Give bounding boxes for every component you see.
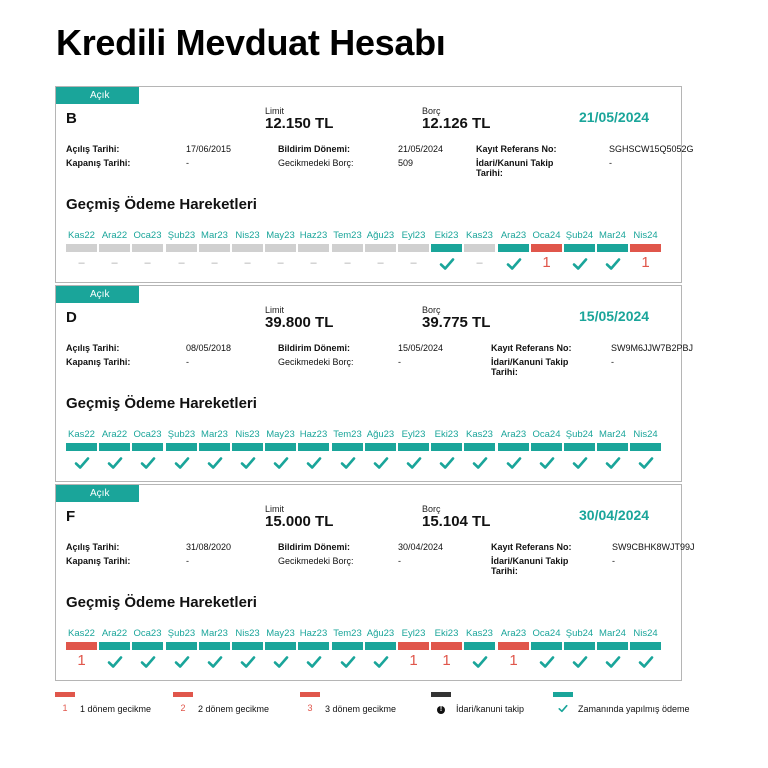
month-status-bar — [531, 642, 562, 650]
check-icon — [431, 453, 462, 471]
month-status-bar — [166, 244, 197, 252]
debt-label: Borç — [422, 106, 441, 116]
account-grade: D — [66, 309, 77, 326]
check-icon — [464, 652, 495, 670]
closing-date-label: Kapanış Tarihi: — [66, 357, 131, 367]
history-month — [464, 230, 495, 272]
month-status-bar — [99, 642, 130, 650]
check-icon — [99, 652, 130, 670]
legend-symbol: 3 — [307, 703, 313, 713]
legend-swatch — [173, 692, 193, 697]
month-label: Şub24 — [565, 230, 594, 241]
debt-value: 15.104 TL — [422, 513, 491, 530]
no-data-dash: – — [410, 257, 417, 269]
month-status-bar — [66, 244, 97, 252]
month-label: Haz23 — [299, 628, 328, 639]
month-status-bar — [265, 244, 296, 252]
history-month — [232, 429, 263, 471]
legend-label: 1 dönem gecikme — [80, 704, 152, 714]
history-month — [431, 230, 462, 272]
history-month — [298, 230, 329, 272]
overdue-debt-label: Gecikmedeki Borç: — [278, 357, 354, 367]
history-month — [66, 230, 97, 272]
history-month — [298, 628, 329, 670]
month-label: Tem23 — [333, 628, 362, 639]
month-label: Oca23 — [133, 230, 162, 241]
legend-symbol: 1 — [62, 703, 68, 713]
check-icon — [99, 453, 130, 471]
legend-label: İdari/kanuni takip — [456, 704, 525, 714]
check-icon — [630, 453, 661, 471]
month-label: Kas23 — [466, 230, 493, 241]
check-icon — [531, 453, 562, 471]
check-icon — [298, 652, 329, 670]
check-icon — [66, 453, 97, 471]
history-month — [199, 429, 230, 471]
month-label: Eyl23 — [401, 230, 426, 241]
history-month — [332, 429, 363, 471]
month-label: Mar23 — [201, 230, 228, 241]
check-icon — [166, 453, 197, 471]
month-status-bar — [398, 244, 429, 252]
history-month — [66, 628, 97, 670]
account-card — [55, 285, 694, 482]
month-status-bar — [132, 443, 163, 451]
history-month — [564, 628, 595, 670]
month-status-bar — [332, 642, 363, 650]
overdue-debt-label: Gecikmedeki Borç: — [278, 556, 354, 566]
check-icon — [498, 254, 529, 272]
month-label: Nis23 — [235, 230, 260, 241]
month-label: Oca24 — [532, 429, 561, 440]
month-status-bar — [298, 244, 329, 252]
notification-period-label: Bildirim Dönemi: — [278, 144, 351, 154]
month-status-bar — [398, 443, 429, 451]
month-status-bar — [630, 443, 661, 451]
reference-no-value: SW9M6JJW7B2PBJ — [611, 343, 694, 353]
debt-label: Borç — [422, 504, 441, 514]
status-badge: Açık — [56, 286, 139, 303]
month-status-bar — [531, 244, 562, 252]
history-month — [498, 429, 529, 471]
history-month — [431, 429, 462, 471]
history-month — [232, 628, 263, 670]
month-status-bar — [597, 244, 628, 252]
month-label: Ara22 — [101, 628, 128, 639]
legal-followup-value: - — [611, 357, 614, 367]
check-icon — [232, 652, 263, 670]
month-status-bar — [265, 642, 296, 650]
month-status-bar — [365, 642, 396, 650]
late-count: 1 — [409, 652, 418, 669]
overdue-debt-value: 509 — [398, 158, 414, 168]
month-label: Eki23 — [434, 628, 459, 639]
month-status-bar — [332, 244, 363, 252]
check-icon — [564, 254, 595, 272]
month-status-bar — [166, 642, 197, 650]
history-month — [99, 230, 130, 272]
no-data-dash: – — [377, 257, 384, 269]
month-status-bar — [99, 443, 130, 451]
month-status-bar — [265, 443, 296, 451]
no-data-dash: – — [78, 257, 85, 269]
month-status-bar — [564, 642, 595, 650]
history-month — [166, 230, 197, 272]
month-status-bar — [564, 244, 595, 252]
month-label: Şub23 — [167, 628, 196, 639]
account-grade: F — [66, 508, 76, 525]
month-label: Haz23 — [299, 230, 328, 241]
month-label: Oca23 — [133, 628, 162, 639]
history-month — [431, 628, 462, 670]
late-count: 1 — [641, 254, 650, 271]
legal-followup-value: - — [612, 556, 615, 566]
month-status-bar — [99, 244, 130, 252]
check-icon — [564, 652, 595, 670]
check-icon — [132, 652, 163, 670]
month-label: Nis24 — [633, 230, 658, 241]
reference-no-value: SW9CBHK8WJT99J — [612, 542, 695, 552]
notification-period-value: 30/04/2024 — [398, 542, 444, 552]
month-label: Şub24 — [565, 628, 594, 639]
month-label: Mar24 — [599, 429, 626, 440]
month-status-bar — [498, 244, 529, 252]
check-icon — [265, 652, 296, 670]
notification-period-value: 21/05/2024 — [398, 144, 444, 154]
month-label: Şub23 — [167, 230, 196, 241]
month-label: Eyl23 — [401, 628, 426, 639]
history-month — [365, 230, 396, 272]
check-icon — [199, 453, 230, 471]
month-status-bar — [132, 642, 163, 650]
no-data-dash: – — [111, 257, 118, 269]
month-status-bar — [199, 244, 230, 252]
legend-swatch — [55, 692, 75, 697]
check-icon — [132, 453, 163, 471]
month-status-bar — [597, 443, 628, 451]
no-data-dash: – — [344, 257, 351, 269]
month-label: Nis23 — [235, 429, 260, 440]
history-month — [564, 230, 595, 272]
month-label: May23 — [266, 628, 295, 639]
month-label: Haz23 — [299, 429, 328, 440]
history-month — [564, 429, 595, 471]
late-count: 1 — [542, 254, 551, 271]
month-label: Ağu23 — [366, 628, 395, 639]
opening-date-label: Açılış Tarihi: — [66, 542, 120, 552]
history-month — [597, 628, 628, 670]
history-month — [99, 429, 130, 471]
history-month — [265, 230, 296, 272]
notification-period-value: 15/05/2024 — [398, 343, 444, 353]
check-icon — [298, 453, 329, 471]
limit-value: 39.800 TL — [265, 314, 334, 331]
check-icon — [166, 652, 197, 670]
check-icon — [630, 652, 661, 670]
check-icon — [597, 453, 628, 471]
month-label: May23 — [266, 429, 295, 440]
month-label: Ara23 — [500, 628, 527, 639]
history-month — [365, 628, 396, 670]
check-icon — [265, 453, 296, 471]
page-title: Kredili Mevduat Hesabı — [56, 22, 446, 63]
month-label: Mar23 — [201, 628, 228, 639]
month-label: Eyl23 — [401, 429, 426, 440]
reference-no-value: SGHSCW15Q5052G — [609, 144, 694, 154]
history-month — [265, 429, 296, 471]
history-month — [398, 230, 429, 272]
closing-date-value: - — [186, 357, 189, 367]
payment-history — [66, 230, 672, 280]
month-status-bar — [498, 443, 529, 451]
history-month — [398, 429, 429, 471]
overdue-debt-value: - — [398, 357, 401, 367]
month-status-bar — [199, 642, 230, 650]
month-label: Mar24 — [599, 230, 626, 241]
month-label: Nis23 — [235, 628, 260, 639]
month-status-bar — [431, 244, 462, 252]
history-month — [464, 429, 495, 471]
check-icon — [365, 652, 396, 670]
month-status-bar — [298, 443, 329, 451]
no-data-dash: – — [476, 257, 483, 269]
history-month — [597, 230, 628, 272]
check-icon — [531, 652, 562, 670]
history-month — [298, 429, 329, 471]
month-status-bar — [66, 443, 97, 451]
month-status-bar — [464, 244, 495, 252]
history-month — [597, 429, 628, 471]
history-month — [199, 628, 230, 670]
limit-label: Limit — [265, 106, 285, 116]
month-status-bar — [66, 642, 97, 650]
history-month — [166, 628, 197, 670]
check-icon — [597, 254, 628, 272]
opening-date-value: 31/08/2020 — [186, 542, 232, 552]
history-month — [630, 628, 661, 670]
month-status-bar — [365, 244, 396, 252]
month-status-bar — [199, 443, 230, 451]
month-status-bar — [597, 642, 628, 650]
month-status-bar — [232, 642, 263, 650]
month-label: Şub24 — [565, 429, 594, 440]
history-month — [498, 230, 529, 272]
no-data-dash: – — [178, 257, 185, 269]
debt-value: 12.126 TL — [422, 115, 491, 132]
check-icon — [597, 652, 628, 670]
check-icon — [553, 703, 573, 713]
report-date: 30/04/2024 — [579, 507, 650, 523]
debt-label: Borç — [422, 305, 441, 315]
month-status-bar — [630, 244, 661, 252]
legend-swatch — [300, 692, 320, 697]
legend-symbol: 2 — [180, 703, 186, 713]
reference-no-label: Kayıt Referans No: — [476, 144, 557, 154]
history-month — [531, 230, 562, 272]
month-label: Eki23 — [434, 230, 459, 241]
month-label: Ağu23 — [366, 230, 395, 241]
overdue-debt-label: Gecikmedeki Borç: — [278, 158, 354, 168]
history-month — [630, 429, 661, 471]
check-icon — [431, 254, 462, 272]
history-month — [531, 429, 562, 471]
month-label: Oca24 — [532, 230, 561, 241]
history-month — [398, 628, 429, 670]
no-data-dash: – — [277, 257, 284, 269]
month-label: May23 — [266, 230, 295, 241]
history-title: Geçmiş Ödeme Hareketleri — [66, 395, 257, 412]
late-count: 1 — [442, 652, 451, 669]
no-data-dash: – — [211, 257, 218, 269]
history-month — [132, 429, 163, 471]
history-month — [232, 230, 263, 272]
reference-no-label: Kayıt Referans No: — [491, 542, 572, 552]
month-status-bar — [232, 244, 263, 252]
month-status-bar — [464, 443, 495, 451]
status-badge: Açık — [56, 485, 139, 502]
check-icon — [398, 453, 429, 471]
closing-date-value: - — [186, 158, 189, 168]
alert-icon: ! — [431, 703, 451, 714]
check-icon — [564, 453, 595, 471]
payment-history — [66, 628, 672, 678]
legal-followup-label: İdari/Kanuni Takip Tarihi: — [476, 158, 554, 178]
closing-date-value: - — [186, 556, 189, 566]
check-icon — [332, 652, 363, 670]
history-month — [265, 628, 296, 670]
reference-no-label: Kayıt Referans No: — [491, 343, 572, 353]
no-data-dash: – — [310, 257, 317, 269]
account-card — [55, 484, 695, 681]
history-month — [531, 628, 562, 670]
month-label: Oca23 — [133, 429, 162, 440]
month-label: Mar24 — [599, 628, 626, 639]
month-label: Oca24 — [532, 628, 561, 639]
history-month — [166, 429, 197, 471]
history-title: Geçmiş Ödeme Hareketleri — [66, 196, 257, 213]
history-month — [132, 628, 163, 670]
overdue-debt-value: - — [398, 556, 401, 566]
check-icon — [199, 652, 230, 670]
check-icon — [365, 453, 396, 471]
month-status-bar — [630, 642, 661, 650]
history-month — [365, 429, 396, 471]
history-title: Geçmiş Ödeme Hareketleri — [66, 594, 257, 611]
month-status-bar — [232, 443, 263, 451]
legend-label: 2 dönem gecikme — [198, 704, 270, 714]
history-month — [99, 628, 130, 670]
status-badge: Açık — [56, 87, 139, 104]
closing-date-label: Kapanış Tarihi: — [66, 158, 131, 168]
limit-label: Limit — [265, 504, 285, 514]
no-data-dash: – — [244, 257, 251, 269]
notification-period-label: Bildirim Dönemi: — [278, 343, 351, 353]
month-label: Nis24 — [633, 429, 658, 440]
payment-history — [66, 429, 672, 479]
month-label: Ağu23 — [366, 429, 395, 440]
month-status-bar — [431, 642, 462, 650]
report-date: 21/05/2024 — [579, 109, 650, 125]
month-label: Kas23 — [466, 628, 493, 639]
limit-label: Limit — [265, 305, 285, 315]
history-month — [498, 628, 529, 670]
month-label: Şub23 — [167, 429, 196, 440]
legal-followup-label: İdari/Kanuni Takip Tarihi: — [491, 357, 569, 377]
month-status-bar — [564, 443, 595, 451]
history-month — [132, 230, 163, 272]
opening-date-label: Açılış Tarihi: — [66, 144, 120, 154]
opening-date-label: Açılış Tarihi: — [66, 343, 120, 353]
account-card — [55, 86, 694, 283]
month-status-bar — [298, 642, 329, 650]
month-label: Kas22 — [68, 628, 95, 639]
legal-followup-label: İdari/Kanuni Takip Tarihi: — [491, 556, 569, 576]
month-label: Tem23 — [333, 230, 362, 241]
month-label: Ara23 — [500, 230, 527, 241]
history-month — [630, 230, 661, 272]
month-status-bar — [365, 443, 396, 451]
check-icon — [332, 453, 363, 471]
no-data-dash: – — [144, 257, 151, 269]
month-label: Kas22 — [68, 429, 95, 440]
legal-followup-value: - — [609, 158, 612, 168]
notification-period-label: Bildirim Dönemi: — [278, 542, 351, 552]
month-label: Kas22 — [68, 230, 95, 241]
month-label: Ara22 — [101, 230, 128, 241]
closing-date-label: Kapanış Tarihi: — [66, 556, 131, 566]
month-label: Ara22 — [101, 429, 128, 440]
legend-label: 3 dönem gecikme — [325, 704, 397, 714]
month-status-bar — [531, 443, 562, 451]
month-label: Ara23 — [500, 429, 527, 440]
legend-swatch — [553, 692, 573, 697]
history-month — [332, 230, 363, 272]
month-status-bar — [398, 642, 429, 650]
check-icon — [498, 453, 529, 471]
legend-swatch — [431, 692, 451, 697]
check-icon — [232, 453, 263, 471]
month-label: Tem23 — [333, 429, 362, 440]
late-count: 1 — [509, 652, 518, 669]
month-label: Eki23 — [434, 429, 459, 440]
limit-value: 12.150 TL — [265, 115, 334, 132]
legend-label: Zamanında yapılmış ödeme — [578, 704, 690, 714]
account-grade: B — [66, 110, 77, 127]
history-month — [199, 230, 230, 272]
month-status-bar — [166, 443, 197, 451]
month-status-bar — [464, 642, 495, 650]
debt-value: 39.775 TL — [422, 314, 491, 331]
report-date: 15/05/2024 — [579, 308, 650, 324]
month-status-bar — [498, 642, 529, 650]
limit-value: 15.000 TL — [265, 513, 334, 530]
check-icon — [464, 453, 495, 471]
month-label: Kas23 — [466, 429, 493, 440]
opening-date-value: 17/06/2015 — [186, 144, 232, 154]
history-month — [464, 628, 495, 670]
opening-date-value: 08/05/2018 — [186, 343, 232, 353]
late-count: 1 — [77, 652, 86, 669]
month-label: Mar23 — [201, 429, 228, 440]
month-label: Nis24 — [633, 628, 658, 639]
history-month — [332, 628, 363, 670]
history-month — [66, 429, 97, 471]
month-status-bar — [132, 244, 163, 252]
month-status-bar — [332, 443, 363, 451]
legend — [55, 692, 715, 722]
month-status-bar — [431, 443, 462, 451]
